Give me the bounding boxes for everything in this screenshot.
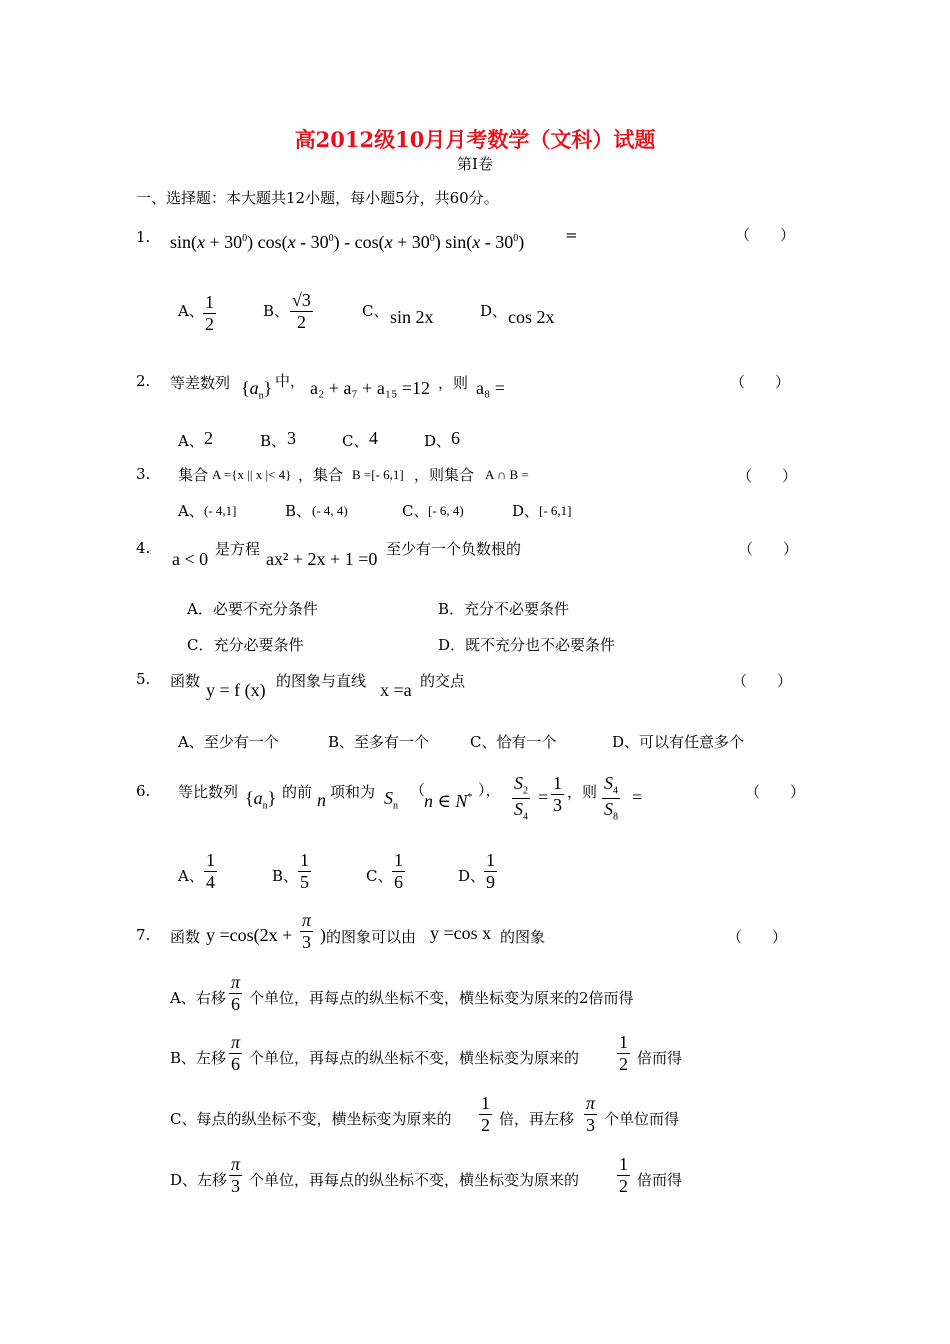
option-text: 个单位，再每点的纵坐标不变，横坐标变为原来的 (249, 1171, 580, 1189)
option-label: B、 (260, 432, 287, 450)
option-text: 个单位，再每点的纵坐标不变，横坐标变为原来的 (249, 1049, 580, 1067)
question-number: 2. (136, 372, 151, 390)
option-text: C、恰有一个 (470, 733, 557, 751)
question-text: 至少有一个负数根的 (386, 540, 522, 558)
one-half: $\frac{1}{2}$ (619, 1154, 628, 1196)
question-text: 函数 (170, 928, 201, 946)
section-heading: 一、选择题：本大题共12小题，每小题5分，共60分。 (136, 189, 499, 207)
question-text: 的交点 (420, 672, 466, 690)
option-c-value: sin 2x (390, 307, 434, 327)
ratio-value: $\frac{1}{3}$ (553, 773, 562, 815)
paren-close: ）， (478, 781, 501, 799)
option-text: D、左移 (170, 1171, 228, 1189)
one-half: $\frac{1}{2}$ (619, 1032, 628, 1074)
answer-bracket: （ ） (732, 672, 793, 690)
option-label: C、 (402, 502, 429, 520)
math-expression: y =cos(2x + (206, 925, 293, 945)
question-text: 项和为 (330, 783, 376, 801)
math-expression: a₂ + a₇ + a₁₅ =12 (310, 378, 431, 398)
option-value: 4 (369, 428, 378, 448)
answer-bracket: （ ） (730, 373, 791, 391)
math-expression: B =[- 6,1] (352, 467, 404, 482)
question-text: 的图象与直线 (276, 672, 367, 690)
answer-bracket: （ ） (735, 226, 796, 244)
answer-bracket: （ ） (737, 467, 798, 485)
option-value: [- 6, 4) (428, 503, 464, 518)
question-text: 的图象可以由 (326, 928, 417, 946)
option-label: D、 (424, 432, 452, 450)
question-text: 的前 (282, 783, 313, 801)
option-b-value: $\frac{√3}{2}$ (292, 290, 311, 332)
option-text: 个单位，再每点的纵坐标不变，横坐标变为原来的2倍而得 (249, 989, 634, 1007)
math-expression: A ∩ B = (485, 467, 529, 482)
option-value: $\frac{1}{5}$ (300, 850, 309, 892)
option-label: C、 (362, 302, 389, 320)
option-value: 6 (451, 428, 460, 448)
math-expression: a < 0 (172, 549, 209, 569)
math-expression: y = f (x) (206, 680, 266, 700)
math-expression: a₈ = (476, 378, 505, 398)
option-text: C、每点的纵坐标不变，横坐标变为原来的 (170, 1110, 452, 1128)
option-value: (- 4,1] (204, 503, 237, 518)
paren-open: （ (410, 781, 426, 799)
pi-over-6: $\frac{\pi}{6}$ (231, 1032, 241, 1074)
option-text: D、可以有任意多个 (612, 733, 745, 751)
option-text: B．充分不必要条件 (438, 600, 570, 618)
option-label: A、 (178, 867, 204, 885)
option-value: $\frac{1}{9}$ (486, 850, 495, 892)
question-text: ，则集合 (414, 466, 475, 484)
question-number: 7. (136, 926, 151, 944)
option-value: $\frac{1}{4}$ (206, 850, 215, 892)
math-expression: n ∈ N* (424, 791, 473, 811)
equals-sign: = (538, 787, 549, 807)
option-label: A、 (178, 502, 204, 520)
option-value: [- 6,1] (539, 503, 572, 518)
math-expression: ax² + 2x + 1 =0 (266, 549, 378, 569)
pi-over-6: $\frac{\pi}{6}$ (231, 972, 241, 1014)
option-a-value: $\frac{1}{2}$ (205, 292, 214, 334)
question-text: 集合 (178, 466, 209, 484)
answer-bracket: （ ） (745, 783, 806, 801)
option-denominator: 6 (394, 871, 403, 892)
equals-sign: = (632, 787, 643, 807)
question-number: 5. (136, 670, 151, 688)
ratio-fraction: $\frac{S_2}{S_4}$ (514, 773, 528, 823)
math-var (317, 790, 326, 811)
math-expression: x =a (380, 680, 412, 700)
question-number: 1. (136, 228, 151, 246)
pi-over-3: $\frac{\pi}{3}$ (302, 910, 312, 952)
option-label: D、 (480, 302, 508, 320)
option-text: B、至多有一个 (328, 733, 430, 751)
math-expression: A ={x || x |< 4} (212, 467, 292, 482)
sum-symbol: $S_n$ (384, 788, 398, 812)
option-label: C、 (366, 867, 393, 885)
question-text: 等差数列 (170, 374, 231, 392)
pi-over-3: $\frac{\pi}{3}$ (231, 1154, 241, 1196)
pi-over-3: $\frac{\pi}{3}$ (586, 1093, 596, 1135)
option-label: D、 (458, 867, 486, 885)
option-label: D、 (512, 502, 540, 520)
n-variable: n (317, 790, 326, 810)
option-text: 倍，再左移 (499, 1110, 575, 1128)
question-number: 4. (136, 539, 151, 557)
option-denominator: 5 (300, 871, 309, 892)
question-text: ，则 (567, 783, 598, 801)
answer-bracket: （ ） (738, 540, 799, 558)
sequence-symbol: $\{a_n\}$ (245, 788, 277, 812)
question-text: 函数 (170, 672, 201, 690)
option-text: D．既不充分也不必要条件 (438, 636, 616, 654)
paren-close: ) (320, 925, 326, 945)
question-text: 等比数列 (178, 783, 239, 801)
option-text: A、右移 (170, 989, 226, 1007)
option-value: 2 (204, 428, 213, 448)
question-text: 的图象 (500, 928, 546, 946)
option-denominator: 4 (206, 871, 215, 892)
option-label: C、 (342, 432, 369, 450)
option-value: 3 (287, 428, 296, 448)
equals-sign: = (565, 226, 578, 244)
question-number: 3. (136, 465, 151, 483)
option-text: A、至少有一个 (178, 733, 279, 751)
paper-subtitle: 第Ⅰ卷 (457, 155, 493, 173)
question-text: ，集合 (298, 466, 344, 484)
option-denominator: 9 (486, 871, 495, 892)
option-value: $\frac{1}{6}$ (394, 850, 403, 892)
option-text: 个单位而得 (604, 1110, 680, 1128)
option-label: A、 (178, 302, 204, 320)
math-expression: $\sin(x + 30^0)$ $\cos(x - 30^0) - \cos(x + 30^0)$ $\sin(x - 30^0)$ (170, 232, 525, 252)
option-d-value: cos 2x (508, 307, 555, 327)
option-text: 倍而得 (637, 1049, 683, 1067)
question-number: 6. (136, 782, 151, 800)
answer-bracket: （ ） (727, 928, 788, 946)
question-text: ，则 (438, 374, 469, 392)
option-text: C．充分必要条件 (187, 636, 304, 654)
option-text: B、左移 (170, 1049, 227, 1067)
question-text: 是方程 (215, 540, 261, 558)
one-half: $\frac{1}{2}$ (481, 1093, 490, 1135)
option-label: B、 (263, 302, 290, 320)
option-label: A、 (178, 432, 204, 450)
question-text: 中， (275, 372, 306, 390)
option-label: B、 (285, 502, 312, 520)
option-text: A．必要不充分条件 (187, 600, 318, 618)
page-title: 高2012级10月月考数学（文科）试题 (294, 127, 656, 152)
option-value: (- 4, 4) (312, 503, 348, 518)
sequence-symbol: $\{a_n\}$ (241, 378, 273, 402)
math-expression: y =cos x (430, 923, 492, 943)
ask-fraction: $\frac{S_4}{S_8}$ (604, 773, 618, 823)
option-label: B、 (272, 867, 299, 885)
option-text: 倍而得 (637, 1171, 683, 1189)
